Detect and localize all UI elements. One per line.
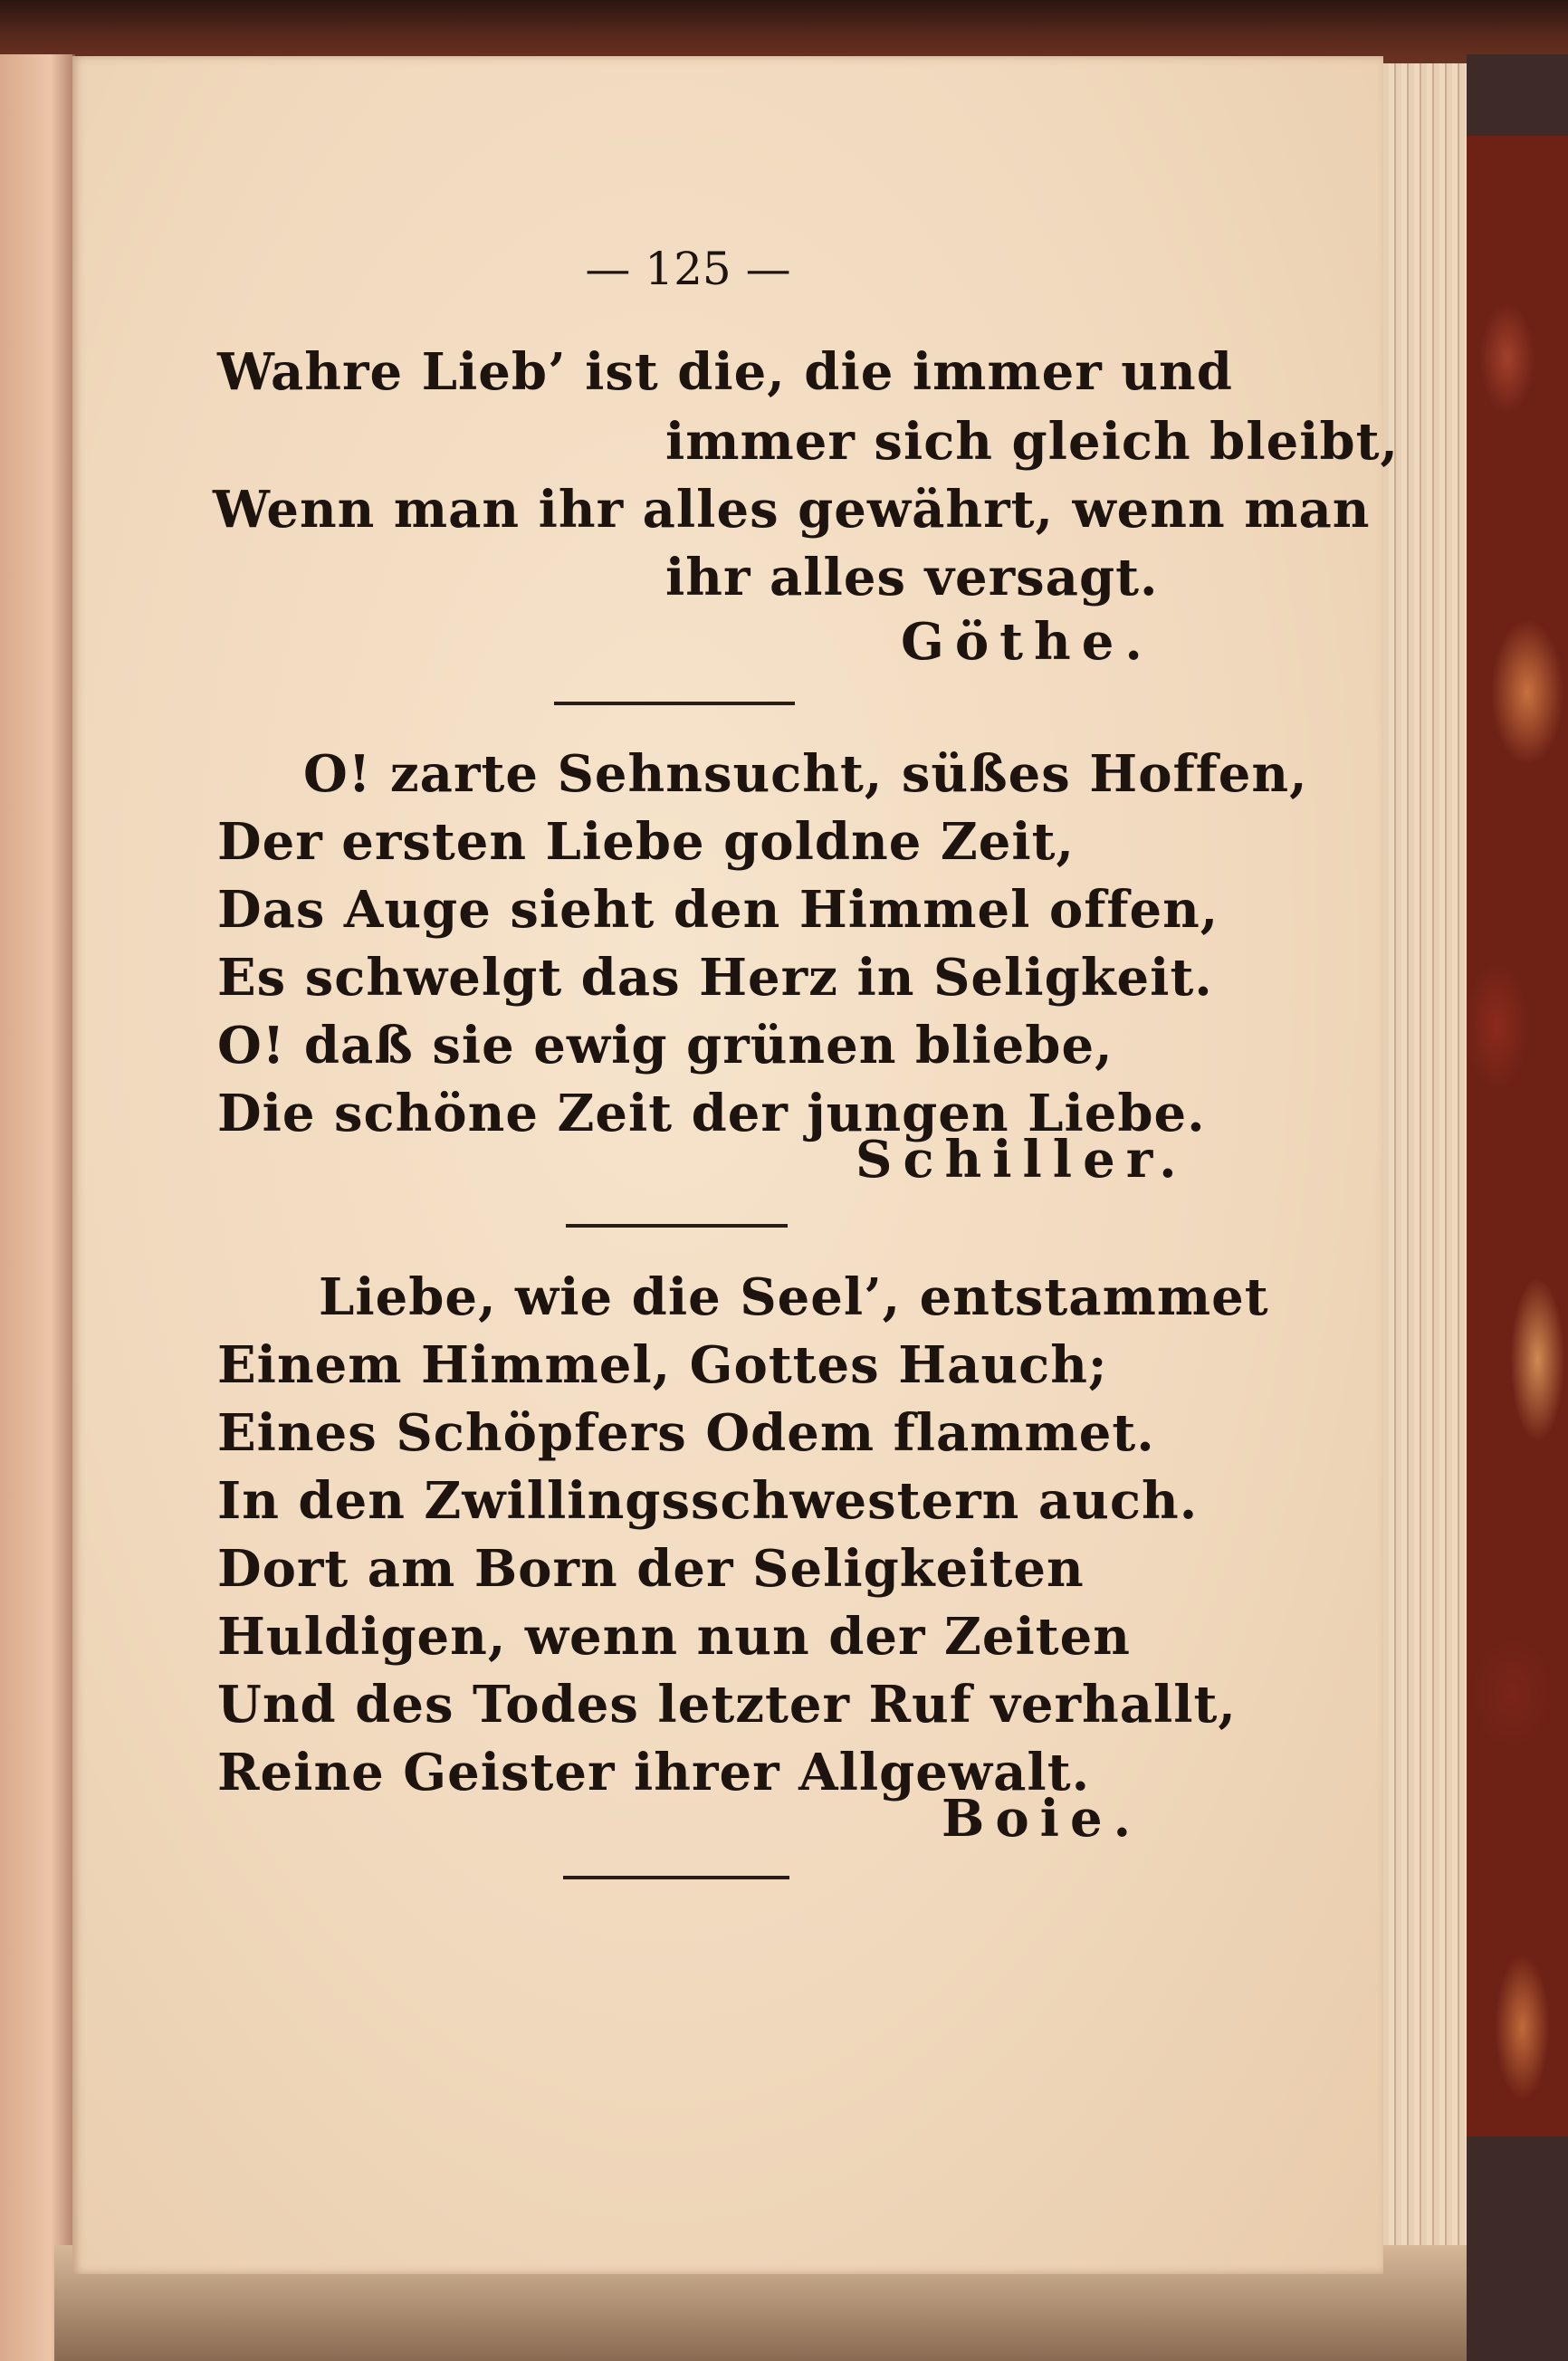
poem-line: ihr alles versagt. xyxy=(665,548,1159,607)
poem-line: O! daß sie ewig grünen bliebe, xyxy=(217,1016,1114,1075)
poem-line: Reine Geister ihrer Allgewalt. xyxy=(217,1743,1091,1802)
poem-line: Dort am Born der Seligkeiten xyxy=(217,1539,1085,1599)
poem-author: Göthe. xyxy=(901,612,1153,672)
cover-corner xyxy=(1467,2136,1568,2361)
book-binding-top xyxy=(0,0,1568,63)
facing-page-edge xyxy=(0,54,75,2361)
poem-line: Liebe, wie die Seel’, entstammet xyxy=(319,1267,1269,1327)
page-number: — 125 — xyxy=(585,243,791,295)
page-edges xyxy=(1376,63,1467,2272)
poem-line: In den Zwillingsschwestern auch. xyxy=(217,1471,1199,1531)
poem-line: Das Auge sieht den Himmel offen, xyxy=(217,880,1219,940)
poem-author: Boie. xyxy=(942,1789,1143,1849)
poem-line: Wahre Lieb’ ist die, die immer und xyxy=(217,342,1233,402)
poem-line: Wenn man ihr alles gewährt, wenn man xyxy=(213,480,1371,540)
section-divider xyxy=(566,1224,788,1228)
section-divider xyxy=(563,1876,789,1879)
poem-line: Es schwelgt das Herz in Seligkeit. xyxy=(217,948,1213,1008)
marbled-cover xyxy=(1467,136,1568,2361)
section-divider xyxy=(554,702,795,705)
poem-line: Die schöne Zeit der jungen Liebe. xyxy=(217,1084,1206,1143)
poem-line: Und des Todes letzter Ruf verhallt, xyxy=(217,1675,1237,1735)
poem-line: Einem Himmel, Gottes Hauch; xyxy=(217,1335,1108,1395)
poem-line: Eines Schöpfers Odem flammet. xyxy=(217,1403,1155,1463)
poem-line: Der ersten Liebe goldne Zeit, xyxy=(217,812,1076,872)
poem-author: Schiller. xyxy=(856,1130,1188,1190)
poem-line: immer sich gleich bleibt, xyxy=(665,412,1400,472)
poem-line: Huldigen, wenn nun der Zeiten xyxy=(217,1607,1131,1667)
poem-line: O! zarte Sehnsucht, süßes Hoffen, xyxy=(303,744,1308,804)
